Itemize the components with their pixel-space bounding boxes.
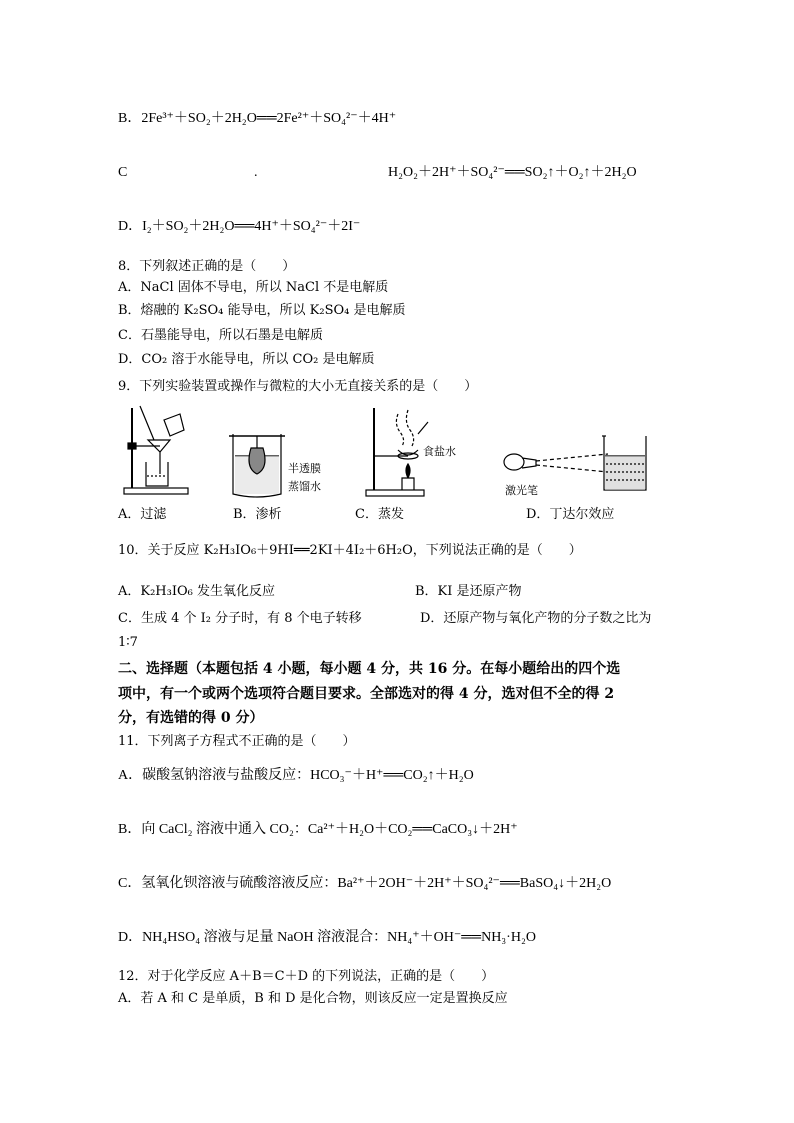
filtration-apparatus-figure bbox=[118, 400, 198, 500]
q8-option-c: C．石墨能导电，所以石墨是电解质 bbox=[118, 328, 323, 343]
q11-option-c: C．氢氧化钡溶液与硫酸溶液反应：Ba²⁺＋2OH⁻＋2H⁺＋SO₄²⁻══BaSO₄↓＋2H₂O bbox=[118, 876, 612, 891]
q11-option-b: B．向 CaCl₂ 溶液中通入 CO₂：Ca²⁺＋H₂O＋CO₂══CaCO₃↓＋2H⁺ bbox=[118, 822, 518, 837]
q10-option-a: A．K₂H₃IO₆ 发生氧化反应 bbox=[118, 584, 275, 599]
q10-option-d-continued: 1∶7 bbox=[118, 635, 138, 650]
label-laser-pointer: 激光笔 bbox=[505, 484, 538, 497]
q10-option-c: C．生成 4 个 I₂ 分子时，有 8 个电子转移 bbox=[118, 611, 362, 626]
q10-stem: 10．关于反应 K₂H₃IO₆＋9HI══2KI＋4I₂＋6H₂O，下列说法正确的是（ ） bbox=[118, 543, 582, 558]
q7-option-d: D．I₂＋SO₂＋2H₂O══4H⁺＋SO₄²⁻＋2I⁻ bbox=[118, 219, 361, 234]
q9-option-a: A．过滤 bbox=[118, 507, 167, 522]
q8-option-b: B．熔融的 K₂SO₄ 能导电，所以 K₂SO₄ 是电解质 bbox=[118, 303, 406, 318]
q11-stem: 11．下列离子方程式不正确的是（ ） bbox=[118, 734, 356, 749]
q7-option-c-label: C bbox=[118, 165, 128, 180]
q10-option-d: D．还原产物与氧化产物的分子数之比为 bbox=[420, 611, 652, 626]
q10-option-b: B．KI 是还原产物 bbox=[415, 584, 522, 599]
q7-option-b: B．2Fe³⁺＋SO₂＋2H₂O══2Fe²⁺＋SO₄²⁻＋4H⁺ bbox=[118, 111, 397, 126]
label-distilled-water: 蒸馏水 bbox=[288, 480, 321, 493]
q9-option-c: C．蒸发 bbox=[355, 507, 404, 522]
q11-option-d: D．NH₄HSO₄ 溶液与足量 NaOH 溶液混合：NH₄⁺＋OH⁻══NH₃·H₂O bbox=[118, 930, 536, 945]
q8-option-d: D．CO₂ 溶于水能导电，所以 CO₂ 是电解质 bbox=[118, 352, 375, 367]
section-2-heading-line-3: 分，有选错的得 0 分） bbox=[118, 710, 264, 726]
label-salt-water: 食盐水 bbox=[423, 445, 456, 458]
q9-stem: 9．下列实验装置或操作与微粒的大小无直接关系的是（ ） bbox=[118, 379, 478, 394]
q7-option-c-equation: H₂O₂＋2H⁺＋SO₄²⁻══SO₂↑＋O₂↑＋2H₂O bbox=[388, 165, 637, 180]
q11-option-a: A．碳酸氢钠溶液与盐酸反应：HCO₃⁻＋H⁺══CO₂↑＋H₂O bbox=[118, 768, 474, 783]
q9-option-d: D．丁达尔效应 bbox=[526, 507, 615, 522]
q7-option-c-dot: . bbox=[254, 165, 258, 180]
q12-option-a: A．若 A 和 C 是单质，B 和 D 是化合物，则该反应一定是置换反应 bbox=[118, 991, 508, 1006]
section-2-heading-line-1: 二、选择题（本题包括 4 小题，每小题 4 分，共 16 分。在每小题给出的四个选 bbox=[118, 661, 621, 677]
q9-option-b: B．渗析 bbox=[233, 507, 282, 522]
dialysis-apparatus-figure bbox=[225, 428, 289, 500]
q12-stem: 12．对于化学反应 A＋B＝C＋D 的下列说法，正确的是（ ） bbox=[118, 969, 495, 984]
q8-stem: 8．下列叙述正确的是（ ） bbox=[118, 259, 296, 274]
evaporation-apparatus-figure bbox=[362, 404, 432, 500]
q8-option-a: A．NaCl 固体不导电，所以 NaCl 不是电解质 bbox=[118, 280, 389, 295]
section-2-heading-line-2: 项中，有一个或两个选项符合题目要求。全部选对的得 4 分，选对但不全的得 2 bbox=[118, 686, 615, 702]
label-semipermeable-membrane: 半透膜 bbox=[288, 462, 321, 475]
